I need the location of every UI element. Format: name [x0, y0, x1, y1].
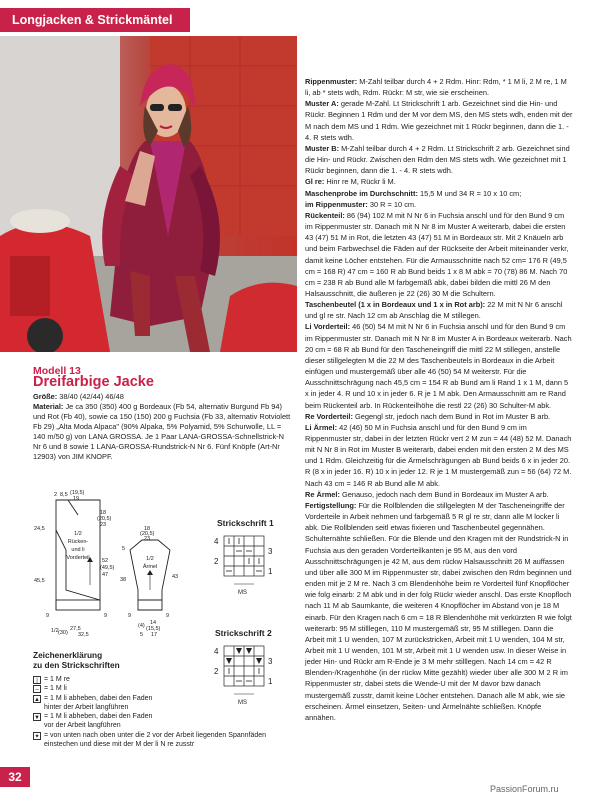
instruction-body: 42 (46) 50 M in Fuchsia anschl und für den Bund 9 cm im Rippenmuster str, dabei in der letzten Rückr vert 2 M zun = 44 (48) 52 M. Danach mit N Nr 8 in Rot im Muster B weiterarb, dabei enden mit den ersten 2 M des MS und 1 Rdm. Gleichzeitig für die Ärmelschrägungen ab Bund beids 6 x in jeder 20. R (8 x in jeder 16. R) 10 x in jeder 12. R je 1 M mustergemäß zun = 56 (64) 72 M. Nach 43 cm = 146 R ab Bund alle M abk. [305, 422, 572, 488]
ss1-row-2: 2 [214, 557, 219, 566]
legend-item [33, 712, 293, 721]
dim-bottom3: 32,5 [78, 632, 89, 638]
instruction-body: 46 (50) 54 M mit N Nr 6 in Fuchsia anschl und für den Bund 9 cm im Rippenmuster str. Danach mit N Nr 8 im Muster A in Bordeaux weiterarb. Nach 20 cm = 68 R ab Bund für den Tascheneingriff die mittl 22 M stillegen, anstelle dieser stillgelegten M die 22 M des Taschenbeutels in Bordeaux in die Arbeit einfügen und mustergemäß über alle 46 (50) 54 M weiterstr. Für die Ausschnittschrägung nach 45,5 cm = 154 R ab Bund am li Rand 1 x 1 M, dann 5 x in jeder 4. R und 10 x in jeder 6. R je 1 M abk. Den Armausschnitt am re Rand beim Rückenteil arb. In Rückenteilhöhe die restl 22 (26) 30 Schulter-M abk. [305, 322, 572, 410]
instruction-paragraph [305, 199, 573, 210]
slip-front-icon: ▼ [34, 715, 40, 722]
dim-sleeve-bottom5: 5 [140, 632, 144, 638]
instruction-heading: Rippenmuster: [305, 77, 358, 86]
dim-sleeve-top1: 18 [144, 526, 151, 532]
material-paragraph [33, 402, 293, 462]
dim-bottom-left1: 9 [46, 613, 50, 619]
ss2-row-3: 3 [268, 657, 273, 666]
instruction-heading: Muster A: [305, 99, 339, 109]
instruction-body: M-Zahl teilbar durch 4 + 2 Rdm. Hinr: Rdm, * 1 M li, 2 M re, 1 M li, ab * stets wdh, Rdm. Rückr: M str, wie sie erscheinen. [305, 77, 567, 98]
dim-bottom2: 27,5 [70, 626, 81, 632]
instruction-body: 15,5 M und 34 R = 10 x 10 cm; [417, 188, 522, 198]
sleeve-label-1: 1/2 [146, 556, 154, 562]
dim-sleeve-b1: 9 [128, 613, 132, 619]
size-text: 38/40 (42/44) 46/48 [57, 392, 124, 401]
footer-site: PassionForum.ru [490, 784, 559, 794]
ss2-row-4: 4 [214, 647, 219, 656]
instruction-paragraph [305, 299, 573, 321]
ss2-row-1: 1 [268, 677, 273, 686]
instruction-paragraph [305, 210, 573, 299]
strickschrift1-title: Strickschrift 1 [217, 518, 274, 528]
instruction-body: 30 R = 10 cm. [367, 199, 417, 209]
instruction-body: Gegengl str, jedoch nach dem Bund in Rot im Muster B arb. [352, 411, 551, 421]
ss2-ms: MS [238, 700, 247, 706]
legend-text: = 1 M li abheben, dabei den Faden [44, 713, 153, 721]
dim-shoulder3: 23 [100, 522, 107, 528]
dim-shoulder2: (20,5) [97, 516, 112, 522]
instruction-heading: Muster B: [305, 143, 340, 153]
dim-width2: (49,5) [100, 565, 115, 571]
legend-item [33, 731, 293, 740]
instruction-paragraph [305, 188, 573, 199]
strickschrift1-chart [212, 532, 282, 607]
legend-text: = 1 M li [44, 685, 67, 693]
instruction-paragraph [305, 500, 573, 723]
instruction-body: Genauso, jedoch nach dem Bund in Bordeaux im Muster A arb. [339, 489, 549, 499]
sleeve-label-2: Ärmel [142, 564, 158, 570]
dim-width3: 47 [102, 572, 109, 578]
dim-bottom-right1: 9 [104, 613, 108, 619]
section-title: Longjacken & Strickmäntel [0, 8, 190, 32]
instruction-paragraph [305, 76, 573, 98]
instruction-heading: Li Ärmel: [305, 422, 338, 432]
dim-top2: 8,5 [60, 492, 68, 498]
instruction-heading: im Rippenmuster: [305, 199, 368, 209]
dim-bottom1: (30) [58, 630, 68, 636]
dim-sleeve-side2: 38 [120, 577, 127, 583]
left-text [33, 392, 293, 462]
instruction-paragraph [305, 143, 573, 176]
instruction-heading: Re Vorderteil: [305, 411, 353, 421]
dim-shoulder1: 18 [100, 510, 107, 516]
instructions-text [305, 76, 573, 723]
dim-top3: (19,5) [70, 490, 85, 496]
dim-top4: 19 [73, 496, 80, 502]
instruction-paragraph [305, 176, 573, 187]
legend-title-line1: Zeichenerklärung [33, 650, 103, 660]
dim-sleeve-top2: (20,5) [140, 531, 155, 537]
dim-sleeve-bottom2: 14 [150, 620, 157, 626]
instruction-body: 86 (94) 102 M mit N Nr 6 in Fuchsia anschl und für den Bund 9 cm im Rippenmuster str. Danach mit N Nr 8 im Muster A weiterarb, dabei die ersten 43 (47) 51 M in Rot, die letzten 43 (47) 51 M in Bordeaux str. Mit 2 Knäueln arb und beim Farbwechsel die Fäden auf der Rückseite der Arbeit miteinander verkr, damit keine Löcher entstehen. Für die Armausschnitte nach 52 cm= 176 R (49,5 cm = 168 R) 47 cm = 160 R ab Bund beids 1 x 8 M abk = 70 (78) 86 M. Nach 70 cm = 238 R ab Bund alle M farbgemäß abk, dabei bilden die mittl 26 M den Halsausschnitt, die äußeren je 22 (26) 30 M die Schultern. [305, 210, 569, 298]
instruction-paragraph [305, 98, 573, 143]
size-label: Größe: [33, 392, 58, 401]
ss2-row-2: 2 [214, 667, 219, 676]
instruction-body: Hinr re M, Rückr li M. [324, 177, 396, 187]
ss1-row-1: 1 [268, 567, 273, 576]
legend-title [33, 650, 120, 670]
dim-sleeve-top3: 23 [144, 536, 151, 542]
instruction-heading: Taschenbeutel (1 x in Bordeaux und 1 x in Rot arb): [305, 300, 486, 310]
dim-left2: 45,5 [34, 578, 45, 584]
model-title: Dreifarbige Jacke [33, 374, 154, 390]
instruction-heading: Rückenteil: [305, 210, 345, 220]
legend [33, 675, 293, 749]
ss1-row-4: 4 [214, 537, 219, 546]
dim-sleeve-bottom4: 17 [151, 632, 158, 638]
ss1-row-3: 3 [268, 547, 273, 556]
knit-right-icon: | [33, 676, 41, 684]
dim-sleeve-bottom3: (15,5) [146, 626, 161, 632]
legend-text: = 1 M re [44, 676, 70, 683]
legend-text: einstechen und diese mit der M der li N re zusstr [44, 741, 195, 749]
pattern-schematic [30, 490, 200, 640]
legend-item [33, 694, 293, 703]
model-number: Modell 13 [33, 365, 81, 377]
model-photo [0, 36, 297, 352]
material-label: Material: [33, 402, 64, 411]
instruction-heading: Re Ärmel: [305, 489, 340, 499]
instruction-paragraph [305, 321, 573, 410]
slip-behind-icon: ▲ [34, 696, 40, 703]
instruction-body: Für die Rollblenden die stillgelegten M der Tascheneingriffe der Vorderteile in Arbeit nehmen und farbgemäß 5 R gl re str, dann alle M locker li abk. Die Rollblenden seitl etwas fixieren und Taschenbeutel gegennähen. Schulternähte schließen. Für die Blende und den Kragen mit der Rundstrick-N in Fuchsia aus den geraden Vorderteilkanten je 95 M, aus den vord Ausschnittschrägungen je 42 M, aus dem rückw Halsausschnitt 26 M auffassen und über alle 300 M im Rippenmuster str, dabei zwischen den Rdm beginnen und enden mit je 2 M re. Nach 3 cm Blendenhöhe beim re Vorderteil fünf Knopflöcher wie folg einarb: 2 M abk und in der folg Rückr wieder anschl. Das erste Knopfloch nach 11 M ab Saumkante, die weiteren 4 Knopflöcher im Abstand von je 18 M einarb. Für den Kragen nach 6 cm = 18 R Blendenhöhe mit verkürzten R wie folgt weiterarb: 95 M stilllegen, 110 M mustergemäß str, 95 M stilllegen. Dann die Arbeit mit 1 U wenden, 107 M zurückstricken, Arbeit mit 1 U wenden, 104 M str, Arbeit mit 1 U wenden, 101 M str, Arbeit mit 1 U wenden usw. In dieser Weise in jeder Hin- und Rückr am R-Ende je 3 M mehr stilllegen. Nach 14 cm = 42 R Blenden-/Kragenhöhe (in der rückw Mitte gezählt) wieder über alle 300 M 2 R im Rippenmuster str, dabei stets die Wende-U mit der M davor bzw danach mustergemäß zusstr, damit keine Löcher entstehen. Danach alle M abk, wie sie erscheinen. Ärmel einsetzen, Seiten- und Ärmelnähte schließen. Knöpfe annähen. [305, 500, 572, 722]
photo-illustration [0, 36, 297, 352]
instruction-heading: Fertigstellung: [305, 500, 357, 510]
dim-width1: 52 [102, 558, 109, 564]
instruction-body: 22 M mit N Nr 6 anschl und gl re str. Nach 12 cm ab Anschlag die M stillegen. [305, 300, 563, 321]
legend-text: hinter der Arbeit langführen [44, 703, 129, 711]
dim-sleeve-bottom1: (4) [138, 623, 145, 629]
ss1-ms: MS [238, 590, 247, 596]
header-band [0, 0, 600, 34]
dim-left1: 24,5 [34, 526, 45, 532]
gather-strands-icon: ✦ [34, 733, 40, 740]
legend-text: vor der Arbeit langführen [44, 722, 121, 730]
instruction-paragraph [305, 422, 573, 489]
instruction-heading: Li Vorderteil: [305, 322, 351, 332]
dim-sleeve-b2: 9 [166, 613, 170, 619]
legend-text: = 1 M li abheben, dabei den Faden [44, 694, 153, 702]
legend-item [33, 675, 293, 684]
strickschrift2-title: Strickschrift 2 [215, 628, 272, 638]
body-label-1: 1/2 [74, 531, 82, 537]
knit-left-icon: – [33, 685, 41, 693]
instruction-heading: Gl re: [305, 177, 325, 187]
legend-item [33, 684, 293, 693]
instruction-paragraph [305, 411, 573, 422]
legend-title-line2: zu den Strickschriften [33, 660, 120, 670]
page-number: 32 [0, 767, 30, 787]
instruction-body: gerade M-Zahl. Lt Strickschrift 1 arb. Gezeichnet sind die Hin- und Rückr. Beginnen 1 Rdm und der M vor dem MS, den MS stets wdh, enden mit der M nach dem MS und 1 Rdm. Wie gezeichnet mit 1 Rückr beginnen, dann die 1. - 4. R stets wdh. [305, 99, 573, 142]
dim-sleeve-side3: 43 [172, 574, 179, 580]
instruction-body: M-Zahl teilbar durch 4 + 2 Rdm. Lt Strickschrift 2 arb. Gezeichnet sind die Hin- und Rückr. Zwischen den Rdm den MS stets wdh. Wie gezeichnet mit 1 Rückr beginnen, dann die 1. - 4. R stets wdh. [305, 143, 570, 176]
material-text: Je ca 350 (350) 400 g Bordeaux (Fb 54, alternativ Burgund Fb 94) und Rot (Fb 40), sowie ca 150 (150) 200 g Fuchsia (Fb 33, alternativ Rotviolett Fb 29) „Alta Moda Alpaca" (90% Alpaka, 5% Polyamid, 5% Schurwolle, LL = 140 m/50 g) von LANA GROSSA. Je 1 Paar LANA-GROSSA-Schnellstrick-N Nr 6 und 8 sowie 1 LANA-GROSSA-Rundstrick-N Nr 6. Fünf Knöpfe (Art-Nr 12903) von JIM KNOPF. [33, 402, 291, 461]
body-label-2: Rücken- [67, 539, 89, 545]
body-label-3: und li [71, 547, 85, 553]
body-label-4: Vorderteil [66, 555, 90, 561]
instruction-paragraph [305, 489, 573, 500]
schematic-note: 1/2 [51, 628, 59, 634]
dim-top1: 2 [54, 492, 58, 498]
legend-text: = von unten nach oben unter die 2 vor der Arbeit liegenden Spannfäden [44, 731, 267, 739]
instruction-heading: Maschenprobe im Durchschnitt: [305, 188, 418, 198]
dim-sleeve-side1: 5 [122, 546, 126, 552]
size-paragraph [33, 392, 293, 402]
